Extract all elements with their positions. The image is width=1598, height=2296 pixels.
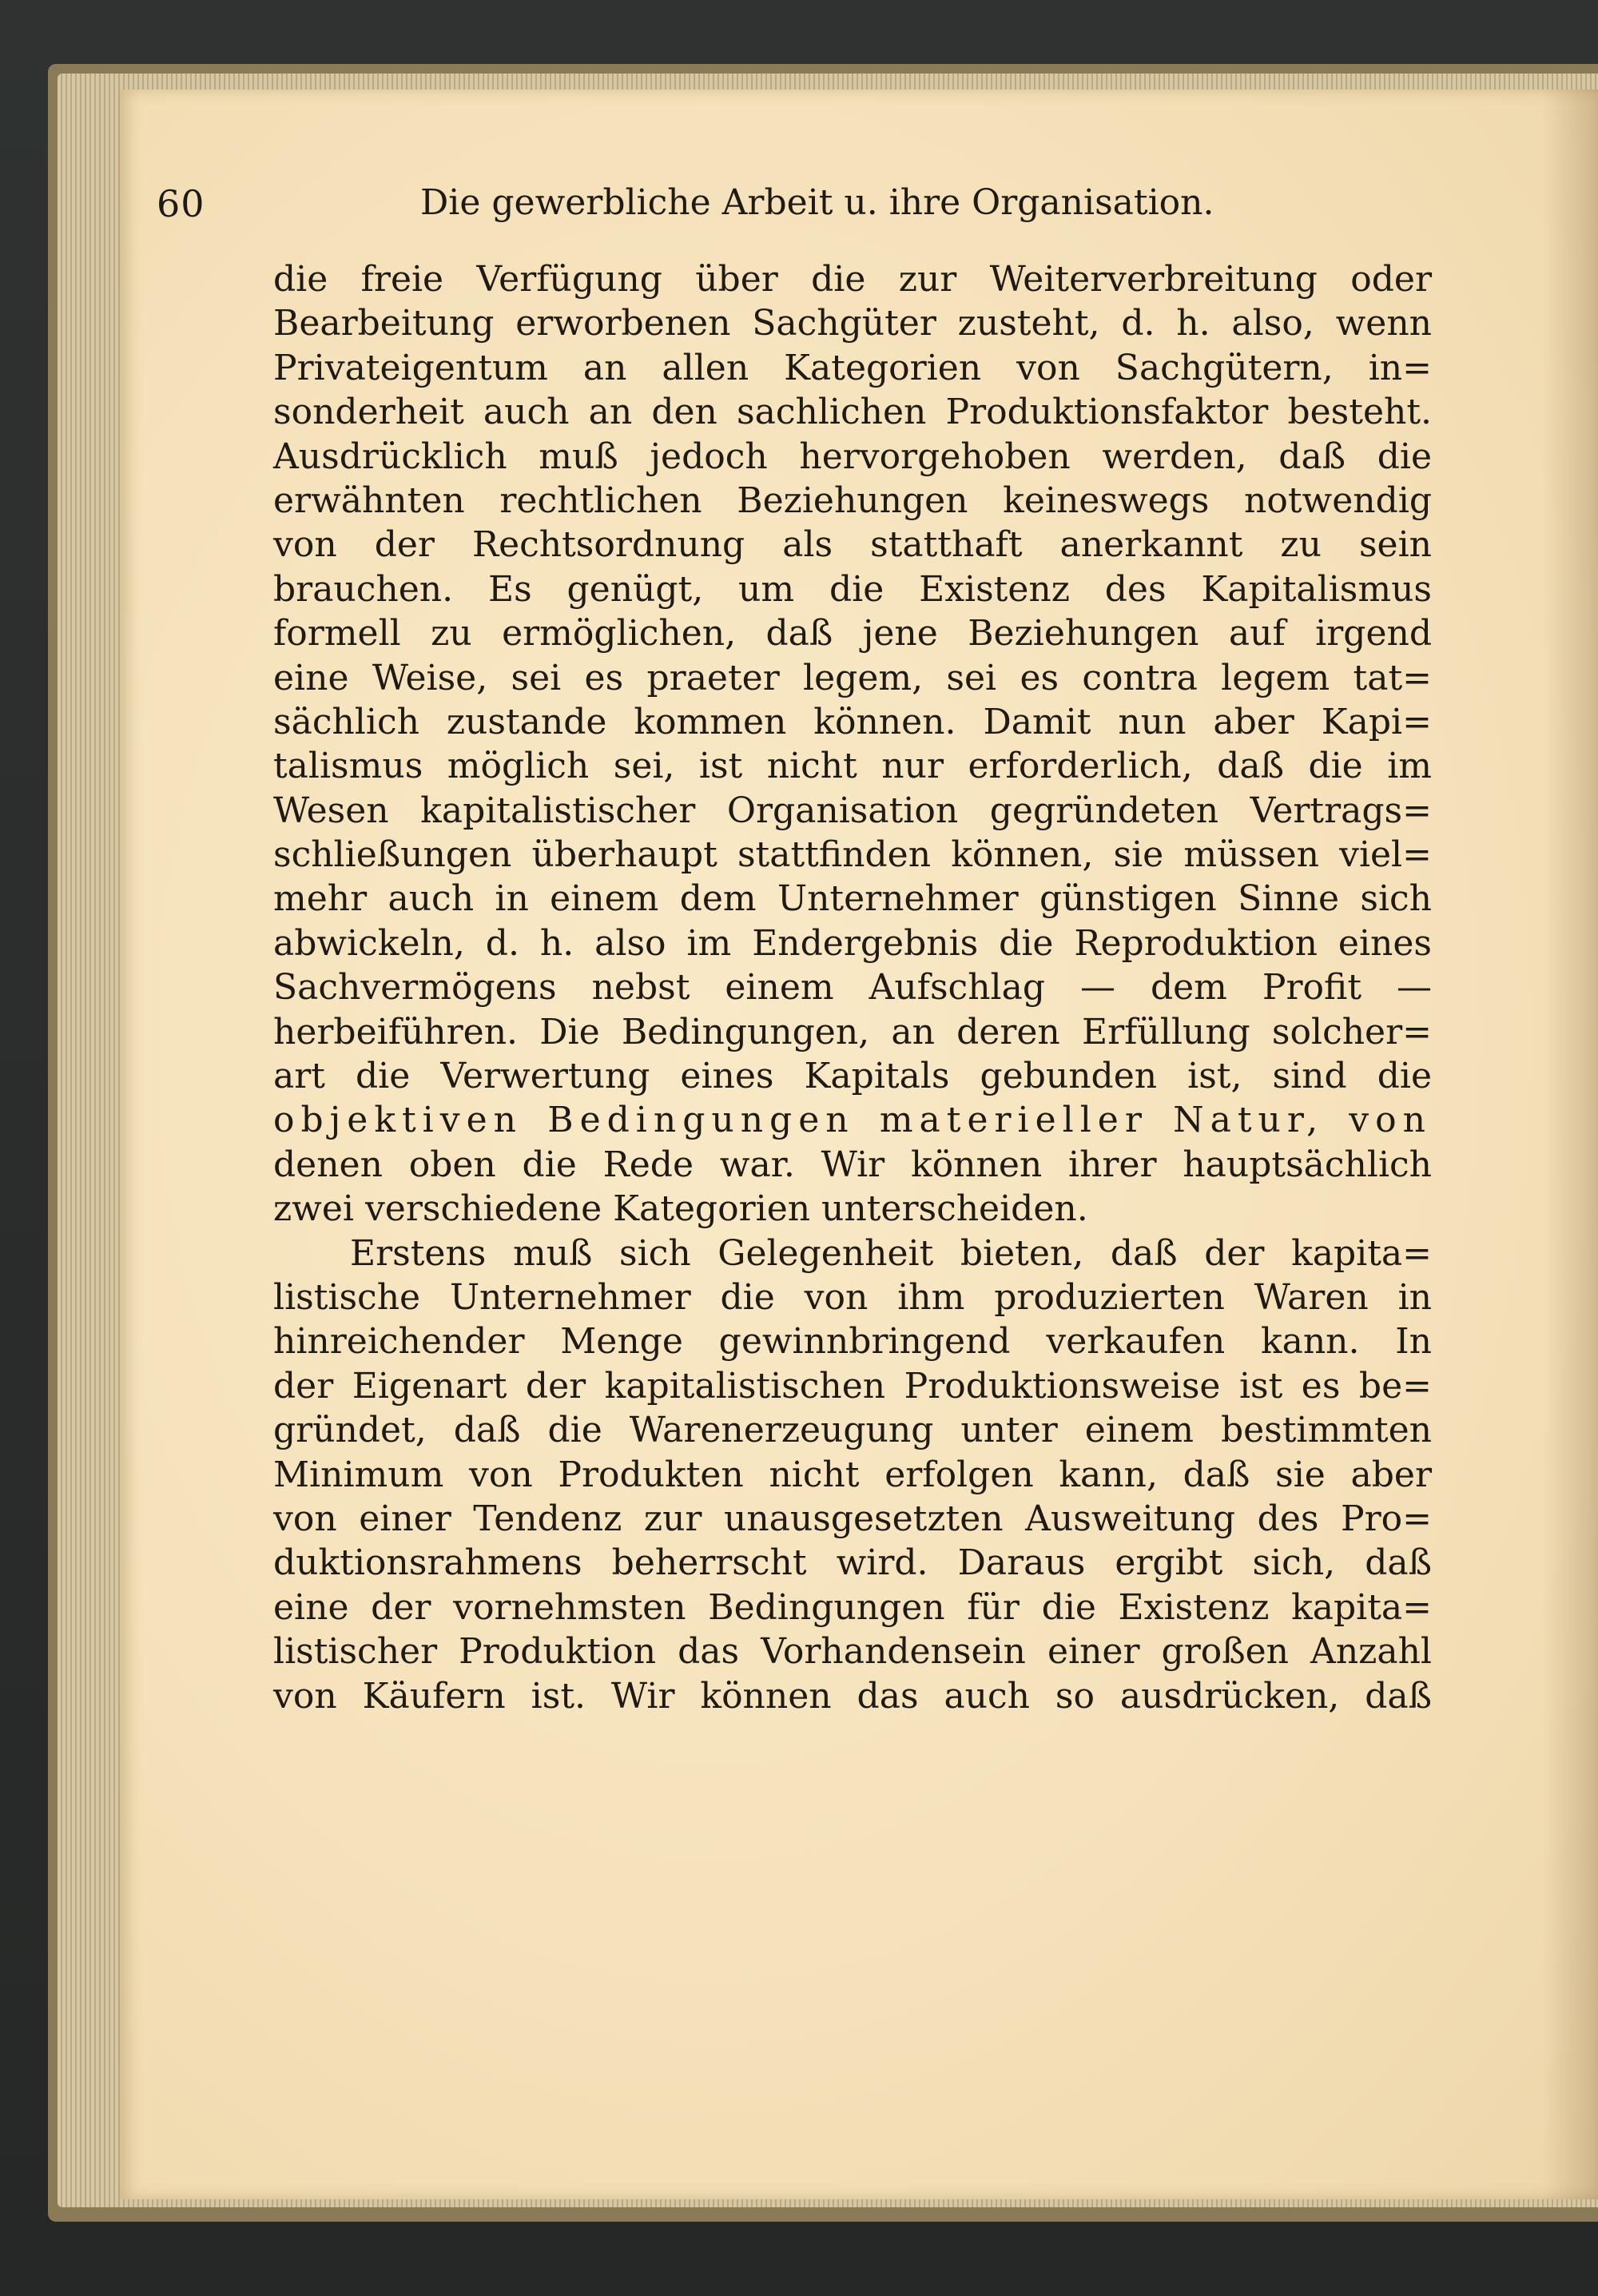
body-text xyxy=(273,257,1432,1718)
text-line: Bearbeitung erworbenen Sachgüter zusteht, d. h. also, wenn xyxy=(273,303,1432,344)
text-line: brauchen. Es genügt, um die Existenz des Kapitalismus xyxy=(273,568,1432,610)
text-line: abwickeln, d. h. also im Endergebnis die Reproduktion eines xyxy=(273,922,1432,964)
text-line: herbeiführen. Die Bedingungen, an deren Erfüllung solcher= xyxy=(273,1011,1432,1052)
text-line: gründet, daß die Warenerzeugung unter einem bestimmten xyxy=(273,1410,1432,1451)
text-line: erwähnten rechtlichen Beziehungen keineswegs notwendig xyxy=(273,479,1432,521)
text-line: hinreichender Menge gewinnbringend verkaufen kann. In xyxy=(273,1321,1432,1363)
text-line: listische Unternehmer die von ihm produzierten Waren in xyxy=(273,1276,1432,1318)
page-number: 60 xyxy=(157,182,205,225)
text-line: von einer Tendenz zur unausgesetzten Ausweitung des Pro= xyxy=(273,1498,1432,1539)
running-title: Die gewerbliche Arbeit u. ihre Organisation. xyxy=(420,182,1214,223)
page-header xyxy=(157,182,1435,238)
text-line: Privateigentum an allen Kategorien von Sachgütern, in= xyxy=(273,347,1432,388)
text-line: eine der vornehmsten Bedingungen für die Existenz kapita= xyxy=(273,1586,1432,1628)
text-line: denen oben die Rede war. Wir können ihrer hauptsächlich xyxy=(273,1144,1432,1185)
text-line: Wesen kapitalistischer Organisation gegründeten Vertrags= xyxy=(273,790,1432,831)
text-line: der Eigenart der kapitalistischen Produktionsweise ist es be= xyxy=(273,1365,1432,1407)
gutter-shadow xyxy=(1542,90,1598,2199)
text-line: die freie Verfügung über die zur Weiterverbreitung oder xyxy=(273,259,1432,300)
text-line: duktionsrahmens beherrscht wird. Daraus ergibt sich, daß xyxy=(273,1542,1432,1584)
text-line: talismus möglich sei, ist nicht nur erforderlich, daß die im xyxy=(273,746,1432,787)
text-line-spaced: objektiven Bedingungen materieller Natur, von xyxy=(273,1100,1432,1141)
text-line: art die Verwertung eines Kapitals gebunden ist, sind die xyxy=(273,1056,1432,1097)
paragraph-start-line: Erstens muß sich Gelegenheit bieten, daß der kapita= xyxy=(350,1232,1432,1274)
text-line: Minimum von Produkten nicht erfolgen kann, daß sie aber xyxy=(273,1454,1432,1495)
text-line: von der Rechtsordnung als statthaft anerkannt zu sein xyxy=(273,524,1432,566)
text-line: von Käufern ist. Wir können das auch so ausdrücken, daß xyxy=(273,1675,1432,1717)
text-line: sonderheit auch an den sachlichen Produktionsfaktor besteht. xyxy=(273,392,1432,433)
text-line: eine Weise, sei es praeter legem, sei es contra legem tat= xyxy=(273,657,1432,698)
text-line: sächlich zustande kommen können. Damit nun aber Kapi= xyxy=(273,701,1432,742)
text-line: Ausdrücklich muß jedoch hervorgehoben werden, daß die xyxy=(273,436,1432,477)
text-line: Sachvermögens nebst einem Aufschlag — dem Profit — xyxy=(273,967,1432,1009)
paragraph-end-line: zwei verschiedene Kategorien unterscheiden. xyxy=(273,1188,1088,1230)
text-line: listischer Produktion das Vorhandensein einer großen Anzahl xyxy=(273,1631,1432,1673)
text-line: mehr auch in einem dem Unternehmer günstigen Sinne sich xyxy=(273,878,1432,920)
text-line: schließungen überhaupt stattfinden können, sie müssen viel= xyxy=(273,834,1432,876)
text-line: formell zu ermöglichen, daß jene Beziehungen auf irgend xyxy=(273,613,1432,655)
